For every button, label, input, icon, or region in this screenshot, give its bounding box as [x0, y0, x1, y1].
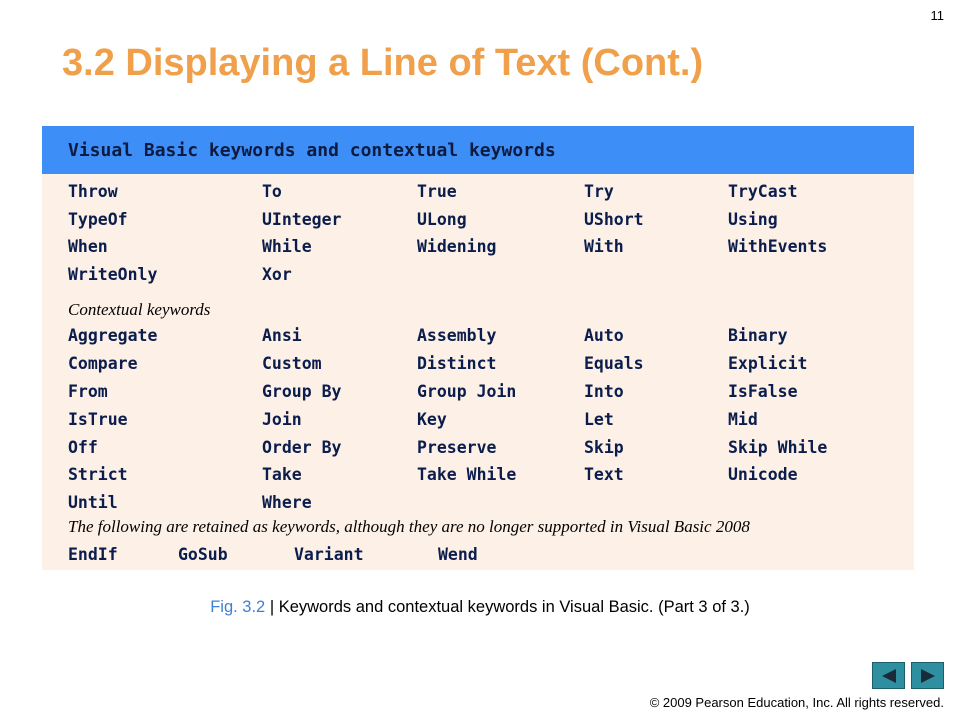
caption-text: Keywords and contextual keywords in Visual Basic. (Part 3 of 3.): [278, 598, 750, 616]
keyword-cell: Skip: [584, 438, 624, 457]
keyword-cell: Assembly: [417, 326, 497, 345]
contextual-keywords-label: Contextual keywords: [68, 300, 211, 319]
keyword-cell: Text: [584, 465, 624, 484]
keyword-cell: Let: [584, 410, 614, 429]
keyword-cell: Aggregate: [68, 326, 158, 345]
keyword-cell: With: [584, 237, 624, 256]
keyword-cell: Group By: [262, 382, 342, 401]
keyword-cell: To: [262, 182, 282, 201]
keyword-cell: Variant: [294, 545, 364, 564]
keyword-cell: Preserve: [417, 438, 497, 457]
keyword-cell: IsTrue: [68, 410, 128, 429]
figure-label: Fig. 3.2: [210, 598, 266, 616]
keyword-cell: Mid: [728, 410, 758, 429]
keyword-cell: TypeOf: [68, 210, 128, 229]
keyword-cell: TryCast: [728, 182, 798, 201]
keyword-cell: ULong: [417, 210, 467, 229]
keyword-cell: Where: [262, 493, 312, 512]
keyword-cell: Using: [728, 210, 778, 229]
keyword-cell: Wend: [438, 545, 478, 564]
slide-navigation: [872, 662, 944, 689]
previous-slide-button[interactable]: [872, 662, 905, 689]
table-header: Visual Basic keywords and contextual keywords: [42, 126, 914, 174]
keyword-cell: Explicit: [728, 354, 808, 373]
keyword-cell: Xor: [262, 265, 292, 284]
keyword-cell: WriteOnly: [68, 265, 158, 284]
keyword-cell: Group Join: [417, 382, 517, 401]
keyword-cell: EndIf: [68, 545, 118, 564]
keyword-cell: UInteger: [262, 210, 342, 229]
keyword-cell: Take While: [417, 465, 517, 484]
copyright-notice: © 2009 Pearson Education, Inc. All rights reserved.: [649, 695, 944, 710]
keyword-cell: Compare: [68, 354, 138, 373]
keyword-cell: Try: [584, 182, 614, 201]
triangle-right-icon: [919, 668, 937, 684]
keyword-cell: True: [417, 182, 457, 201]
keyword-cell: Skip While: [728, 438, 828, 457]
keyword-cell: Unicode: [728, 465, 798, 484]
keyword-cell: UShort: [584, 210, 644, 229]
keywords-table: [42, 126, 914, 570]
keyword-cell: Auto: [584, 326, 624, 345]
page-number: 11: [930, 8, 944, 23]
triangle-left-icon: [880, 668, 898, 684]
retained-keywords-label: The following are retained as keywords, although they are no longer supported in Visual Basic 2008: [68, 517, 750, 536]
slide-title: 3.2 Displaying a Line of Text (Cont.): [62, 42, 704, 84]
caption-separator: |: [265, 598, 279, 616]
figure-caption: [0, 598, 960, 617]
keyword-cell: Strict: [68, 465, 128, 484]
keyword-cell: Throw: [68, 182, 118, 201]
keyword-cell: From: [68, 382, 108, 401]
keyword-cell: IsFalse: [728, 382, 798, 401]
keyword-cell: GoSub: [178, 545, 228, 564]
keyword-cell: Off: [68, 438, 98, 457]
keyword-cell: Binary: [728, 326, 788, 345]
keyword-cell: Take: [262, 465, 302, 484]
keyword-cell: When: [68, 237, 108, 256]
keyword-cell: Until: [68, 493, 118, 512]
keyword-cell: Key: [417, 410, 447, 429]
keyword-cell: Equals: [584, 354, 644, 373]
keyword-cell: Order By: [262, 438, 342, 457]
keyword-cell: Distinct: [417, 354, 497, 373]
keyword-cell: WithEvents: [728, 237, 828, 256]
keyword-cell: Custom: [262, 354, 322, 373]
keyword-cell: While: [262, 237, 312, 256]
keyword-cell: Ansi: [262, 326, 302, 345]
next-slide-button[interactable]: [911, 662, 944, 689]
keyword-cell: Widening: [417, 237, 497, 256]
keyword-cell: Join: [262, 410, 302, 429]
keyword-cell: Into: [584, 382, 624, 401]
